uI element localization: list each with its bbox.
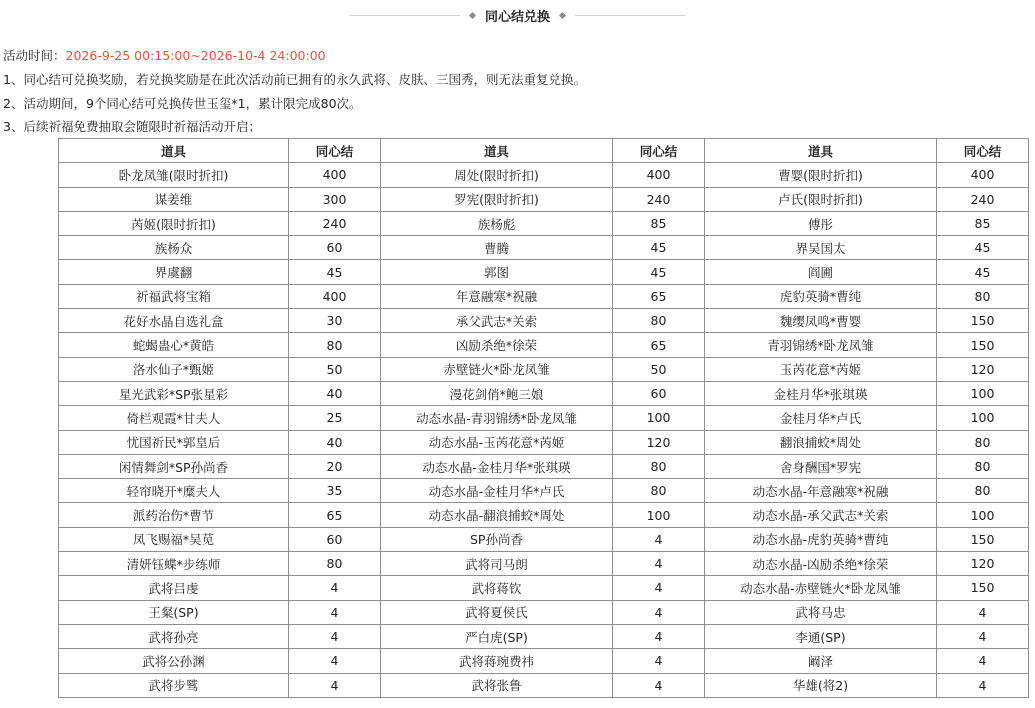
cost-cell: 40 bbox=[289, 430, 381, 454]
item-name-cell: 武将蒋钦 bbox=[381, 576, 613, 600]
item-name-cell: 武将吕虔 bbox=[59, 576, 289, 600]
rule-2: 2、活动期间，9个同心结可兑换传世玉玺*1，累计限完成80次。 bbox=[3, 96, 362, 111]
cost-cell: 60 bbox=[613, 381, 705, 405]
cost-cell: 80 bbox=[289, 333, 381, 357]
item-name-cell: 傅彤 bbox=[705, 211, 937, 235]
cost-cell: 4 bbox=[937, 649, 1029, 673]
cost-cell: 80 bbox=[613, 479, 705, 503]
table-row bbox=[59, 624, 1029, 648]
table-row bbox=[59, 236, 1029, 260]
table-row bbox=[59, 552, 1029, 576]
item-name-cell: 卧龙凤雏(限时折扣) bbox=[59, 163, 289, 187]
item-name-cell: 武将夏侯氏 bbox=[381, 600, 613, 624]
item-name-cell: 星光武彩*SP张星彩 bbox=[59, 381, 289, 405]
cost-cell: 45 bbox=[613, 260, 705, 284]
item-name-cell: 祈福武将宝箱 bbox=[59, 284, 289, 308]
table-row bbox=[59, 284, 1029, 308]
cost-cell: 50 bbox=[613, 357, 705, 381]
table-row bbox=[59, 430, 1029, 454]
cost-cell: 4 bbox=[613, 649, 705, 673]
cost-cell: 45 bbox=[289, 260, 381, 284]
item-name-cell: 动态水晶-年意融寒*祝融 bbox=[705, 479, 937, 503]
item-name-cell: 阚泽 bbox=[705, 649, 937, 673]
item-name-cell: 曹婴(限时折扣) bbox=[705, 163, 937, 187]
activity-time bbox=[3, 48, 326, 64]
item-name-cell: 凤飞赐福*吴苋 bbox=[59, 527, 289, 551]
item-name-cell: 武将马忠 bbox=[705, 600, 937, 624]
table-row bbox=[59, 576, 1029, 600]
rule-1: 1、同心结可兑换奖励，若兑换奖励是在此次活动前已拥有的永久武将、皮肤、三国秀，则无法重复兑换。 bbox=[3, 72, 586, 87]
cost-cell: 60 bbox=[289, 527, 381, 551]
item-name-cell: 动态水晶-赤壁链火*卧龙凤雏 bbox=[705, 576, 937, 600]
cost-cell: 65 bbox=[289, 503, 381, 527]
item-name-cell: 周处(限时折扣) bbox=[381, 163, 613, 187]
item-name-cell: 金桂月华*张琪瑛 bbox=[705, 381, 937, 405]
diamond-right-icon bbox=[559, 11, 566, 18]
cost-cell: 4 bbox=[937, 673, 1029, 697]
item-name-cell: 魏缨凤鸣*曹婴 bbox=[705, 309, 937, 333]
item-name-cell: 谋姜维 bbox=[59, 187, 289, 211]
item-name-cell: 华雄(将2) bbox=[705, 673, 937, 697]
item-name-cell: 动态水晶-金桂月华*卢氏 bbox=[381, 479, 613, 503]
item-name-cell: 族杨众 bbox=[59, 236, 289, 260]
diamond-left-icon bbox=[469, 11, 476, 18]
item-name-cell: 玉芮花意*芮姬 bbox=[705, 357, 937, 381]
cost-cell: 100 bbox=[937, 503, 1029, 527]
cost-cell: 50 bbox=[289, 357, 381, 381]
item-name-cell: 武将司马朗 bbox=[381, 552, 613, 576]
cost-cell: 80 bbox=[613, 309, 705, 333]
cost-cell: 400 bbox=[289, 163, 381, 187]
cost-cell: 150 bbox=[937, 527, 1029, 551]
rule-3: 3、后续祈福免费抽取会随限时祈福活动开启； bbox=[3, 119, 261, 134]
page-header bbox=[0, 0, 1035, 30]
item-name-cell: 蛇蝎蛊心*黄皓 bbox=[59, 333, 289, 357]
cost-cell: 80 bbox=[937, 284, 1029, 308]
activity-time-label: 活动时间： bbox=[3, 48, 66, 63]
header-cost-2: 同心结 bbox=[613, 139, 705, 163]
item-name-cell: 郭图 bbox=[381, 260, 613, 284]
cost-cell: 4 bbox=[613, 600, 705, 624]
item-name-cell: 王粲(SP) bbox=[59, 600, 289, 624]
cost-cell: 4 bbox=[289, 624, 381, 648]
item-name-cell: 派药治伤*曹节 bbox=[59, 503, 289, 527]
cost-cell: 100 bbox=[613, 406, 705, 430]
item-name-cell: 芮姬(限时折扣) bbox=[59, 211, 289, 235]
exchange-table bbox=[58, 138, 1029, 698]
item-name-cell: 洛水仙子*甄姬 bbox=[59, 357, 289, 381]
cost-cell: 150 bbox=[937, 309, 1029, 333]
item-name-cell: 罗宪(限时折扣) bbox=[381, 187, 613, 211]
item-name-cell: 武将公孙渊 bbox=[59, 649, 289, 673]
cost-cell: 25 bbox=[289, 406, 381, 430]
table-row bbox=[59, 406, 1029, 430]
cost-cell: 85 bbox=[937, 211, 1029, 235]
item-name-cell: 动态水晶-翻浪捕蛟*周处 bbox=[381, 503, 613, 527]
table-row bbox=[59, 600, 1029, 624]
table-row bbox=[59, 673, 1029, 697]
cost-cell: 4 bbox=[937, 600, 1029, 624]
item-name-cell: 动态水晶-虎豹英骑*曹纯 bbox=[705, 527, 937, 551]
cost-cell: 45 bbox=[937, 236, 1029, 260]
item-name-cell: 族杨彪 bbox=[381, 211, 613, 235]
item-name-cell: 忧国祈民*郭皇后 bbox=[59, 430, 289, 454]
table-body bbox=[59, 163, 1029, 698]
item-name-cell: 赤壁链火*卧龙凤雏 bbox=[381, 357, 613, 381]
cost-cell: 100 bbox=[937, 381, 1029, 405]
cost-cell: 4 bbox=[289, 649, 381, 673]
table-row bbox=[59, 454, 1029, 478]
item-name-cell: 虎豹英骑*曹纯 bbox=[705, 284, 937, 308]
table-row bbox=[59, 163, 1029, 187]
cost-cell: 35 bbox=[289, 479, 381, 503]
activity-time-value: 2026-9-25 00:15:00~2026-10-4 24:00:00 bbox=[65, 48, 326, 63]
item-name-cell: 花好水晶自选礼盒 bbox=[59, 309, 289, 333]
item-name-cell: 凶励杀绝*徐荣 bbox=[381, 333, 613, 357]
item-name-cell: 翻浪捕蛟*周处 bbox=[705, 430, 937, 454]
cost-cell: 150 bbox=[937, 333, 1029, 357]
item-name-cell: 清妍钰蝶*步练师 bbox=[59, 552, 289, 576]
item-name-cell: 界吴国太 bbox=[705, 236, 937, 260]
cost-cell: 240 bbox=[289, 211, 381, 235]
cost-cell: 4 bbox=[289, 673, 381, 697]
item-name-cell: 漫花剑俏*鲍三娘 bbox=[381, 381, 613, 405]
item-name-cell: 倚栏观霞*甘夫人 bbox=[59, 406, 289, 430]
cost-cell: 65 bbox=[613, 333, 705, 357]
cost-cell: 100 bbox=[937, 406, 1029, 430]
cost-cell: 300 bbox=[289, 187, 381, 211]
header-cost-1: 同心结 bbox=[289, 139, 381, 163]
item-name-cell: 承父武志*关索 bbox=[381, 309, 613, 333]
header-item-3: 道具 bbox=[705, 139, 937, 163]
cost-cell: 40 bbox=[289, 381, 381, 405]
table-header-row bbox=[59, 139, 1029, 163]
item-name-cell: 阎圃 bbox=[705, 260, 937, 284]
cost-cell: 80 bbox=[613, 454, 705, 478]
cost-cell: 400 bbox=[613, 163, 705, 187]
item-name-cell: 卢氏(限时折扣) bbox=[705, 187, 937, 211]
cost-cell: 80 bbox=[937, 479, 1029, 503]
header-item-1: 道具 bbox=[59, 139, 289, 163]
item-name-cell: 青羽锦绣*卧龙凤雏 bbox=[705, 333, 937, 357]
table-row bbox=[59, 503, 1029, 527]
item-name-cell: 金桂月华*卢氏 bbox=[705, 406, 937, 430]
item-name-cell: 李通(SP) bbox=[705, 624, 937, 648]
cost-cell: 65 bbox=[613, 284, 705, 308]
cost-cell: 120 bbox=[937, 552, 1029, 576]
cost-cell: 4 bbox=[937, 624, 1029, 648]
cost-cell: 4 bbox=[289, 576, 381, 600]
item-name-cell: 曹腾 bbox=[381, 236, 613, 260]
cost-cell: 20 bbox=[289, 454, 381, 478]
table-row bbox=[59, 211, 1029, 235]
cost-cell: 60 bbox=[289, 236, 381, 260]
cost-cell: 100 bbox=[613, 503, 705, 527]
item-name-cell: 动态水晶-金桂月华*张琪瑛 bbox=[381, 454, 613, 478]
item-name-cell: 动态水晶-承父武志*关索 bbox=[705, 503, 937, 527]
header-item-2: 道具 bbox=[381, 139, 613, 163]
cost-cell: 120 bbox=[613, 430, 705, 454]
cost-cell: 85 bbox=[613, 211, 705, 235]
item-name-cell: SP孙尚香 bbox=[381, 527, 613, 551]
item-name-cell: 严白虎(SP) bbox=[381, 624, 613, 648]
item-name-cell: 动态水晶-玉芮花意*芮姬 bbox=[381, 430, 613, 454]
cost-cell: 4 bbox=[613, 552, 705, 576]
table-row bbox=[59, 381, 1029, 405]
item-name-cell: 界虞翻 bbox=[59, 260, 289, 284]
cost-cell: 4 bbox=[613, 576, 705, 600]
cost-cell: 150 bbox=[937, 576, 1029, 600]
header-left-line bbox=[350, 15, 460, 16]
table-row bbox=[59, 309, 1029, 333]
cost-cell: 120 bbox=[937, 357, 1029, 381]
item-name-cell: 闲情舞剑*SP孙尚香 bbox=[59, 454, 289, 478]
cost-cell: 80 bbox=[937, 454, 1029, 478]
header-right-line bbox=[575, 15, 685, 16]
table-row bbox=[59, 260, 1029, 284]
cost-cell: 400 bbox=[289, 284, 381, 308]
item-name-cell: 武将张鲁 bbox=[381, 673, 613, 697]
table-row bbox=[59, 649, 1029, 673]
cost-cell: 4 bbox=[613, 624, 705, 648]
cost-cell: 4 bbox=[613, 527, 705, 551]
cost-cell: 45 bbox=[613, 236, 705, 260]
page-title: 同心结兑换 bbox=[484, 9, 550, 25]
cost-cell: 4 bbox=[289, 600, 381, 624]
header-cost-3: 同心结 bbox=[937, 139, 1029, 163]
item-name-cell: 动态水晶-青羽锦绣*卧龙凤雏 bbox=[381, 406, 613, 430]
table-row bbox=[59, 527, 1029, 551]
item-name-cell: 武将蒋琬费祎 bbox=[381, 649, 613, 673]
cost-cell: 240 bbox=[937, 187, 1029, 211]
cost-cell: 45 bbox=[937, 260, 1029, 284]
table-row bbox=[59, 333, 1029, 357]
cost-cell: 80 bbox=[937, 430, 1029, 454]
cost-cell: 240 bbox=[613, 187, 705, 211]
cost-cell: 30 bbox=[289, 309, 381, 333]
item-name-cell: 动态水晶-凶励杀绝*徐荣 bbox=[705, 552, 937, 576]
table-row bbox=[59, 357, 1029, 381]
cost-cell: 80 bbox=[289, 552, 381, 576]
item-name-cell: 舍身酬国*罗宪 bbox=[705, 454, 937, 478]
cost-cell: 4 bbox=[613, 673, 705, 697]
cost-cell: 400 bbox=[937, 163, 1029, 187]
item-name-cell: 武将步骘 bbox=[59, 673, 289, 697]
table-row bbox=[59, 187, 1029, 211]
item-name-cell: 武将孙亮 bbox=[59, 624, 289, 648]
table-row bbox=[59, 479, 1029, 503]
item-name-cell: 轻帘晓开*糜夫人 bbox=[59, 479, 289, 503]
item-name-cell: 年意融寒*祝融 bbox=[381, 284, 613, 308]
